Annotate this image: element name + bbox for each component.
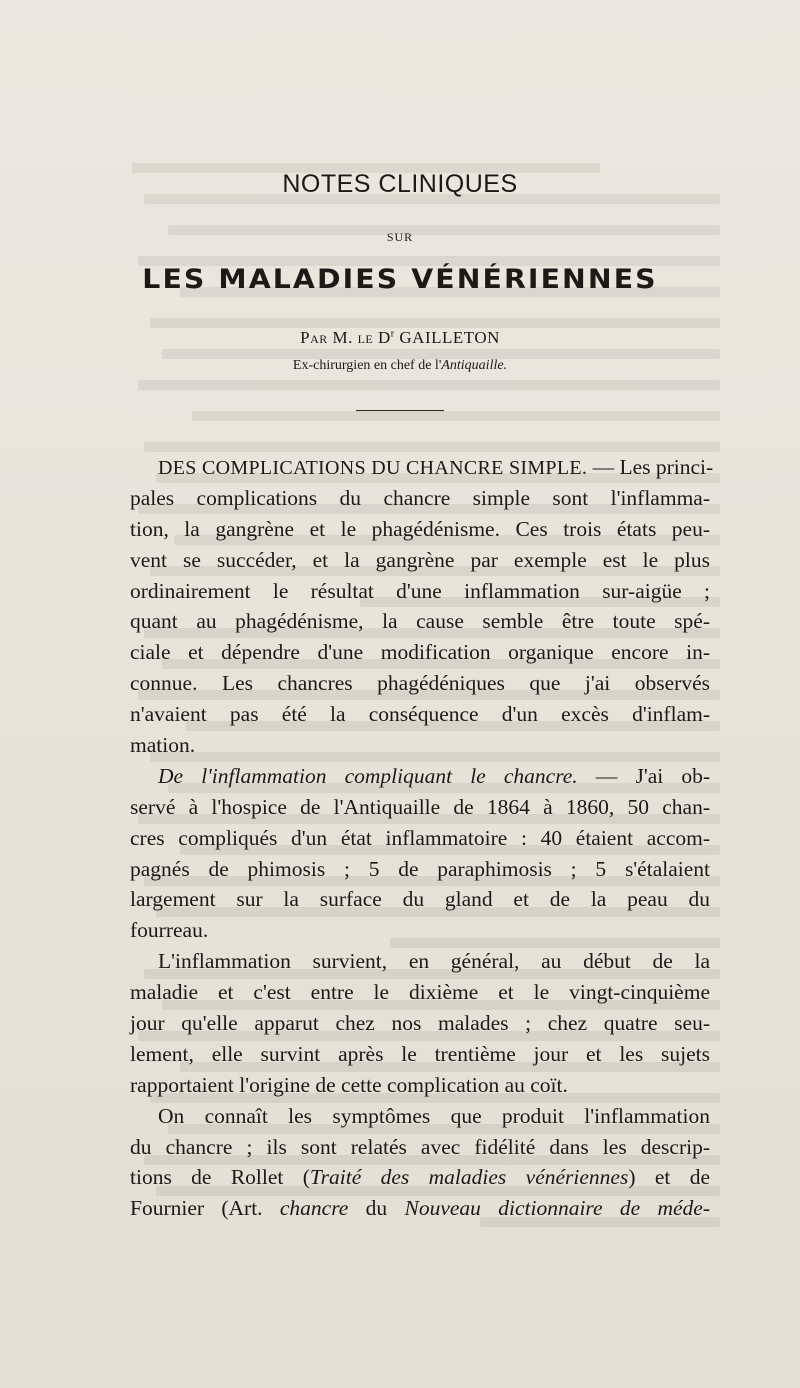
text-line: mation. bbox=[130, 733, 196, 758]
text-line: rapportaient l'origine de cette complication au coït. bbox=[130, 1072, 568, 1097]
author-name: GAILLETON bbox=[399, 328, 500, 347]
article-body bbox=[130, 452, 714, 1224]
author-prefix: Par M. le D bbox=[300, 328, 391, 347]
author-prefix-sup: r bbox=[390, 328, 395, 340]
text-line: vent se succéder, et la gangrène par exemple est le plus bbox=[130, 547, 710, 572]
text-line: largement sur la surface du gland et de la peau du bbox=[130, 887, 710, 912]
text-line: L'inflammation survient, en général, au début de la bbox=[158, 949, 710, 974]
affiliation-prefix: Ex-chirurgien en chef de l' bbox=[292, 358, 442, 373]
text-line: pagnés de phimosis ; 5 de paraphimosis ; 5 s'étalaient bbox=[130, 856, 710, 881]
text-line: Fournier (Art. chancre du Nouveau dictionnaire de méde- bbox=[130, 1196, 711, 1221]
subsection-heading: De l'inflammation compliquant le chancre. bbox=[158, 763, 578, 788]
text-line: pales complications du chancre simple sont l'inflamma- bbox=[130, 485, 710, 510]
text-line: du chancre ; ils sont relatés avec fidélité dans les descrip- bbox=[130, 1134, 710, 1159]
author-affiliation bbox=[0, 358, 800, 374]
text-line: quant au phagédénisme, la cause semble être toute spé- bbox=[130, 609, 710, 634]
page-subject: LES MALADIES VÉNÉRIENNES bbox=[142, 264, 658, 295]
text-line: lement, elle survint après le trentième jour et les sujets bbox=[130, 1041, 710, 1066]
affiliation-place: Antiquaille. bbox=[441, 358, 508, 373]
section-heading: DES COMPLICATIONS DU CHANCRE SIMPLE. bbox=[158, 457, 588, 479]
text-line: DES COMPLICATIONS DU CHANCRE SIMPLE. — Les princi- bbox=[158, 455, 714, 479]
separator-rule bbox=[356, 410, 444, 411]
text-line: connue. Les chancres phagédéniques que j'ai observés bbox=[130, 671, 710, 696]
page-title: NOTES CLINIQUES bbox=[282, 170, 518, 198]
text-line: tion, la gangrène et le phagédénisme. Ces trois états peu- bbox=[130, 516, 710, 541]
text-line: jour qu'elle apparut chez nos malades ; chez quatre seu- bbox=[130, 1011, 710, 1036]
text-line: De l'inflammation compliquant le chancre. — J'ai ob- bbox=[158, 763, 711, 788]
text-line: maladie et c'est entre le dixième et le vingt-cinquième bbox=[130, 980, 710, 1005]
text-line: On connaît les symptômes que produit l'inflammation bbox=[158, 1103, 710, 1128]
title-connector: SUR bbox=[386, 230, 414, 244]
text-line: ordinairement le résultat d'une inflammation sur-aigüe ; bbox=[130, 578, 710, 603]
text-line: n'avaient pas été la conséquence d'un excès d'inflam- bbox=[130, 702, 710, 727]
text-line: ciale et dépendre d'une modification organique encore in- bbox=[130, 640, 710, 665]
text-line: tions de Rollet (Traité des maladies vénériennes) et de bbox=[130, 1165, 711, 1190]
text-line: cres compliqués d'un état inflammatoire : 40 étaient accom- bbox=[130, 825, 710, 850]
text-line: fourreau. bbox=[130, 918, 209, 943]
author-line bbox=[0, 328, 800, 348]
text-line: servé à l'hospice de l'Antiquaille de 1864 à 1860, 50 chan- bbox=[130, 794, 710, 819]
dictionary-title: Nouveau dictionnaire de méde- bbox=[404, 1196, 711, 1221]
book-title: Traité des maladies vénériennes bbox=[309, 1165, 629, 1190]
